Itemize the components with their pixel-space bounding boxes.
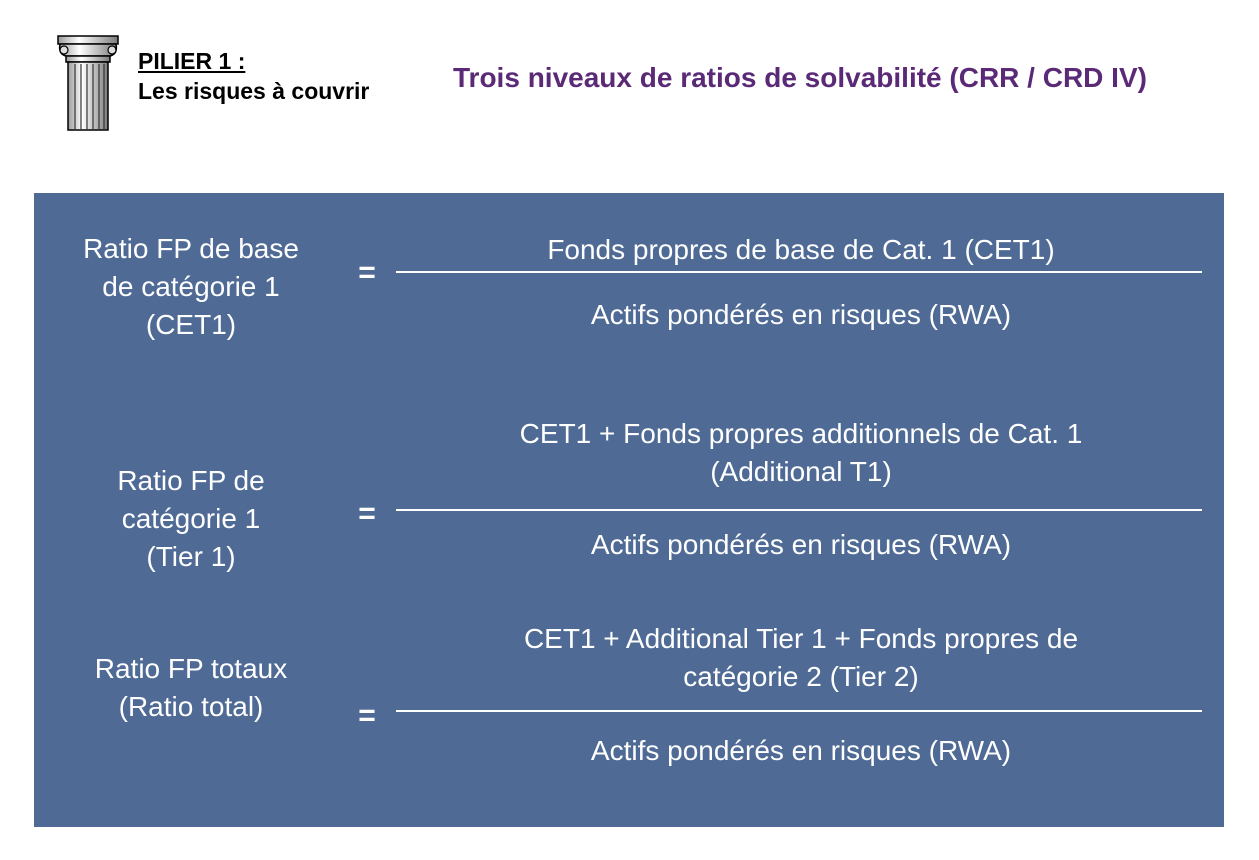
equals-sign: = [358,256,376,289]
ratio-label-line: Ratio FP de [117,465,265,496]
numerator-line: (Additional T1) [710,456,892,487]
ratio-numerator [396,415,1206,491]
pillar-subheading: Les risques à couvrir [138,78,370,104]
ratio-label-line: (Ratio total) [118,691,264,722]
ratio-denominator: Actifs pondérés en risques (RWA) [590,735,1012,766]
ratio-label-line: Ratio FP de base [83,233,299,264]
ratio-label-line: de catégorie 1 [102,271,280,302]
pillar-heading: PILIER 1 : [138,48,246,74]
ratio-label-line: catégorie 1 [121,503,261,534]
fraction-bar [396,509,1202,511]
ratio-denominator: Actifs pondérés en risques (RWA) [590,529,1012,560]
numerator-line: CET1 + Fonds propres additionnels de Cat. 1 [519,418,1083,449]
ratio-label-line: Ratio FP totaux [94,653,288,684]
ratio-label [46,650,336,726]
ratio-denominator: Actifs pondérés en risques (RWA) [590,299,1012,330]
ratio-numerator [396,620,1206,696]
fraction-bar [396,271,1202,273]
ratio-label-line: (CET1) [145,309,237,340]
numerator-line: Fonds propres de base de Cat. 1 (CET1) [547,234,1055,265]
slide-title: Trois niveaux de ratios de solvabilité (CRR / CRD IV) [453,62,1147,93]
ratio-label-line: (Tier 1) [146,541,236,572]
ratio-label [46,462,336,576]
ratio-label [46,230,336,344]
pillar-label [138,46,369,106]
numerator-line: CET1 + Additional Tier 1 + Fonds propres de [523,623,1079,654]
ratios-panel [34,193,1224,827]
fraction-bar [396,710,1202,712]
equals-sign: = [358,699,376,732]
pillar-column-icon [56,34,120,132]
equals-sign: = [358,497,376,530]
ratio-numerator [396,231,1206,269]
numerator-line: catégorie 2 (Tier 2) [683,661,919,692]
